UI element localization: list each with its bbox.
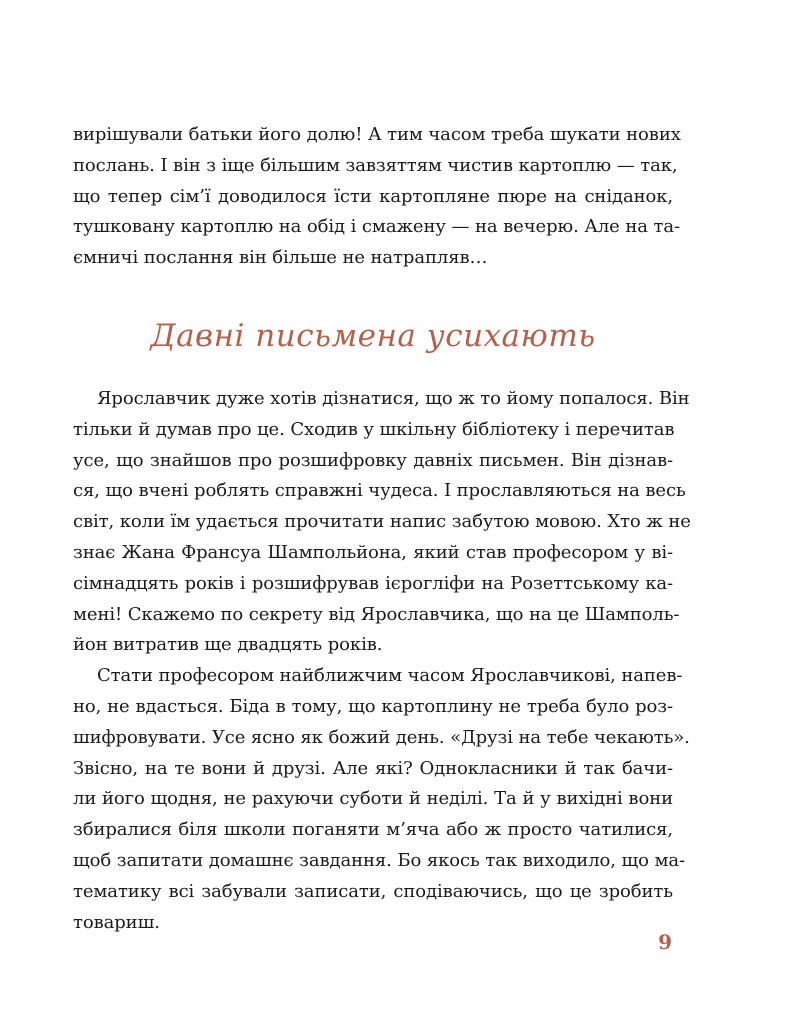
text-line: но, не вдасться. Біда в тому, що картоплину не треба було роз-	[73, 695, 673, 717]
text-line: йон витратив ще двадцять років.	[73, 634, 383, 656]
section-body	[73, 384, 691, 938]
text-line: знає Жана Франсуа Шампольйона, який став професором у ві-	[73, 541, 673, 563]
text-line: шифровувати. Усе ясно як божий день. «Друзі на тебе чекають».	[73, 726, 690, 748]
text-line: сімнадцять років і розшифрував ієрогліфи на Розеттському ка-	[73, 572, 673, 594]
text-line: Стати професором найближчим часом Ярославчикові, напев-	[97, 665, 683, 687]
text-line: ємничі послання він більше не натрапляв…	[73, 247, 488, 269]
text-line: усе, що знайшов про розшифровку давніх письмен. Він дізнав-	[73, 449, 673, 471]
text-line: тематику всі забували записати, сподіваючись, що це зробить	[73, 880, 673, 902]
text-line: тушковану картоплю на обід і смажену — на вечерю. Але на та-	[73, 216, 680, 238]
text-line: товариш.	[73, 911, 160, 933]
text-line: світ, коли їм удається прочитати напис забутою мовою. Хто ж не	[73, 511, 691, 533]
text-line: збиралися біля школи поганяти м’яча або ж просто чатилися,	[73, 819, 673, 841]
text-line: мені! Скажемо по секрету від Ярославчика, що на це Шамполь-	[73, 603, 680, 625]
text-line: що тепер сім’ї доводилося їсти картопляне пюре на сніданок,	[73, 185, 673, 207]
text-line: тільки й думав про це. Сходив у шкільну бібліотеку і перечитав	[73, 418, 675, 440]
text-line: Ярославчик дуже хотів дізнатися, що ж то йому попалося. Він	[97, 388, 690, 409]
page-number: 9	[658, 930, 672, 954]
text-line: вирішували батьки його долю! А тим часом треба шукати нових	[73, 124, 681, 145]
text-line: щоб запитати домашнє завдання. Бо якось так виходило, що ма-	[73, 849, 686, 871]
intro-paragraph	[73, 120, 681, 274]
section-title: Давні письмена усихають	[150, 318, 596, 354]
text-line: послань. І він з іще більшим завзяттям чистив картоплю — так,	[73, 154, 678, 176]
text-line: Звісно, на те вони й друзі. Але які? Однокласники й так бачи-	[73, 757, 673, 779]
text-line: ся, що вчені роблять справжні чудеса. І прославляються на весь	[73, 480, 686, 502]
text-line: ли його щодня, не рахуючи суботи й неділі. Та й у вихідні вони	[73, 788, 673, 810]
